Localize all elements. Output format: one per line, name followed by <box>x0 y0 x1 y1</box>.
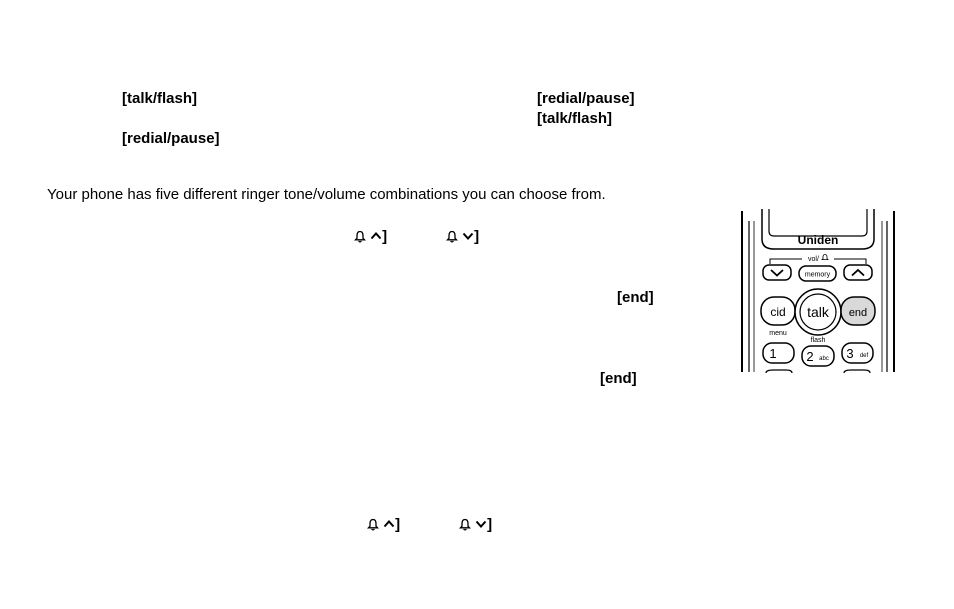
next-key-row <box>766 370 870 373</box>
key-3-letters: def <box>859 353 869 359</box>
end-label: end <box>848 307 868 319</box>
end-key-ref-1: [end] <box>617 289 654 306</box>
memory-button[interactable] <box>799 266 836 281</box>
display-screen <box>769 209 867 236</box>
key-1-button[interactable] <box>763 343 794 363</box>
bracket-close: ] <box>474 228 480 245</box>
chevron-down-icon <box>462 230 474 242</box>
volume-up-button[interactable] <box>844 265 872 280</box>
bracket-close: ] <box>395 516 401 533</box>
chevron-up-icon <box>370 230 382 242</box>
menu-label: menu <box>769 330 787 337</box>
bracket-close: ] <box>487 516 493 533</box>
bell-icon <box>446 230 458 243</box>
ringer-intro-text: Your phone has five different ringer tone/volume combinations you can choose from. <box>47 186 606 203</box>
key-3-button[interactable] <box>842 343 873 363</box>
key-2-button[interactable] <box>802 346 834 366</box>
bell-icon <box>367 518 379 531</box>
key-3-label: 3 <box>846 346 854 361</box>
brand-logo: Uniden <box>797 233 839 247</box>
key-2-letters: abc <box>819 356 829 362</box>
memory-label: memory <box>804 271 831 279</box>
flash-label: flash <box>810 337 826 344</box>
end-button[interactable] <box>841 297 875 325</box>
bell-icon <box>822 255 828 260</box>
ringer-down-key-ref-2 <box>459 516 492 534</box>
ringer-up-key-ref <box>354 228 387 246</box>
ringer-down-key-ref <box>446 228 479 246</box>
cid-label: cid <box>770 305 786 319</box>
bell-icon <box>354 230 366 243</box>
handset-illustration <box>740 209 896 373</box>
chevron-down-icon <box>475 518 487 530</box>
redial-pause-ref-right: [redial/pause] <box>537 90 635 107</box>
bell-icon <box>459 518 471 531</box>
vol-label: vol/ <box>808 256 819 263</box>
cid-button[interactable] <box>761 297 795 325</box>
key-2-label: 2 <box>806 349 814 364</box>
redial-pause-ref-left: [redial/pause] <box>122 130 220 147</box>
talk-flash-ref-left: [talk/flash] <box>122 90 198 107</box>
talk-label: talk <box>807 304 829 320</box>
ringer-up-key-ref-2 <box>367 516 400 534</box>
bracket-close: ] <box>382 228 388 245</box>
chevron-up-icon <box>383 518 395 530</box>
key-1-label: 1 <box>769 346 777 361</box>
volume-down-button[interactable] <box>763 265 791 280</box>
talk-flash-ref-right: [talk/flash] <box>537 110 613 127</box>
end-key-ref-2: [end] <box>600 370 637 387</box>
talk-button[interactable] <box>795 289 841 335</box>
